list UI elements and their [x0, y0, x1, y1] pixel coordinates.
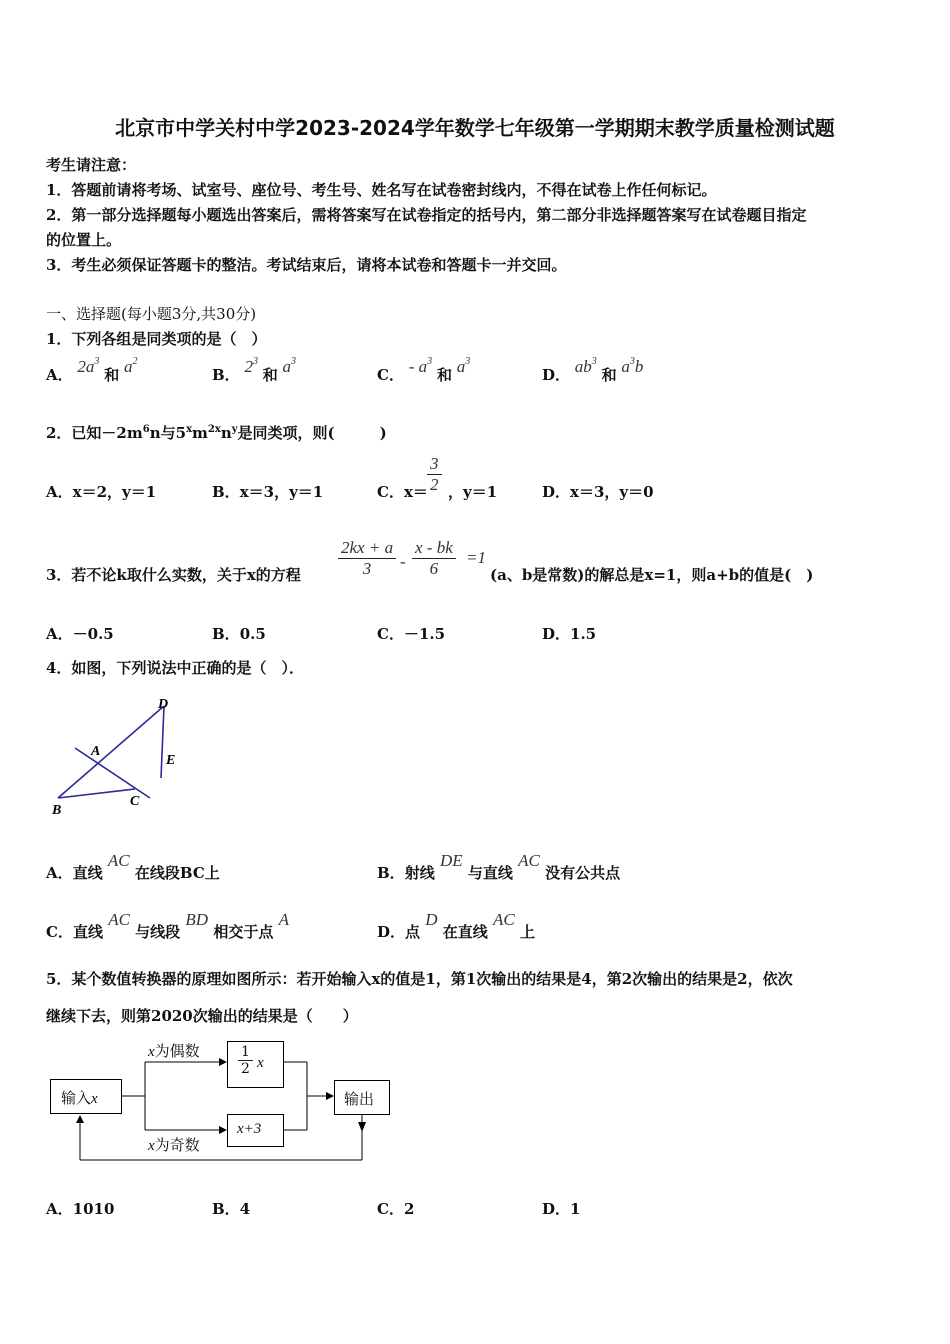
- option-text: 1010: [72, 1200, 115, 1218]
- q2-stem: [46, 422, 387, 443]
- option-text: 直线: [72, 864, 103, 882]
- q2-stem-part: m: [192, 424, 208, 442]
- option-text: 4: [239, 1200, 251, 1218]
- option-text: x＝3，y＝0: [570, 483, 654, 501]
- fraction-numerator: 1: [238, 1044, 253, 1061]
- flow-half-box: [227, 1041, 284, 1088]
- option-label: B．: [212, 366, 240, 384]
- math-expr: a: [124, 357, 133, 376]
- q4-stem: 4．如图，下列说法中正确的是（ ）．: [46, 659, 304, 677]
- line-de: [161, 706, 164, 778]
- option-text: 1: [570, 1200, 581, 1218]
- q2-c-tail: ，y＝1: [448, 483, 498, 501]
- option-text: 没有公共点: [545, 864, 621, 882]
- option-label: C．: [377, 366, 404, 384]
- and-word: 和: [436, 366, 452, 384]
- point-label-c: C: [130, 794, 140, 809]
- math-expr: a: [621, 357, 630, 376]
- math-expr: AC: [107, 851, 130, 870]
- math-expr: ab: [574, 357, 592, 376]
- q2-c-fraction: [427, 454, 442, 495]
- math-expr: BD: [185, 910, 209, 929]
- q2-stem-part: 2．已知－2m: [46, 424, 143, 442]
- option-label: A．: [46, 864, 73, 882]
- math-exp: 3: [94, 356, 100, 367]
- option-text: 直线: [72, 923, 103, 941]
- option-label: A．: [46, 366, 73, 384]
- q1-option-a: [46, 356, 138, 385]
- flow-input-box: [50, 1079, 122, 1114]
- and-word: 和: [104, 366, 120, 384]
- option-label: B．: [212, 625, 240, 643]
- notice-heading: 考生请注意：: [46, 156, 137, 174]
- q1-option-d: [542, 356, 644, 385]
- q3-stem-post: (a、b是常数)的解总是x=1，则a+b的值是( ): [490, 566, 814, 584]
- option-label: A．: [46, 483, 73, 501]
- option-text: 与线段: [135, 923, 181, 941]
- option-text: －1.5: [403, 625, 446, 643]
- page-title: 北京市中学关村中学2023-2024学年数学七年级第一学期期末教学质量检测试题: [115, 116, 835, 140]
- q1-stem: 1．下列各组是同类项的是（ ）: [46, 330, 267, 348]
- q5-option-b: [212, 1198, 250, 1219]
- q2-stem-sup: 2x: [207, 424, 221, 435]
- fraction-denominator: 3: [362, 559, 372, 578]
- q5-line-1: 5．某个数值转换器的原理如图所示：若开始输入x的值是1，第1次输出的结果是4，第2次输出的结果是2，依次: [46, 970, 793, 988]
- math-exp: 3: [427, 356, 433, 367]
- flow-output-text: 输出: [344, 1090, 375, 1108]
- math-expr: - a: [408, 357, 428, 376]
- notice-line-2: 2．第一部分选择题每小题选出答案后，需将答案写在试卷指定的括号内，第二部分非选择题答案写在试卷题目指定: [46, 206, 807, 224]
- math-expr: 2a: [77, 357, 95, 376]
- math-expr: 2: [244, 357, 253, 376]
- option-text: 点: [405, 923, 421, 941]
- notice-line-4: 3．考生必须保证答题卡的整洁。考试结束后，请将本试卷和答题卡一并交回。: [46, 256, 567, 274]
- q2-stem-sup: y: [231, 424, 238, 435]
- flow-output-box: [334, 1080, 390, 1115]
- and-word: 和: [601, 366, 617, 384]
- math-expr: AC: [493, 910, 515, 929]
- option-label: C．: [377, 483, 404, 501]
- option-label: C．: [46, 923, 73, 941]
- line-bd: [58, 706, 164, 798]
- point-label-d: D: [158, 697, 169, 712]
- q3-equals: =1: [466, 548, 486, 567]
- option-text: x＝2，y＝1: [72, 483, 157, 501]
- flow-plus3-text: x+3: [237, 1121, 262, 1137]
- flow-even-label: [148, 1040, 200, 1061]
- q5-option-a: [46, 1198, 114, 1219]
- and-word: 和: [262, 366, 278, 384]
- option-text: 与直线: [467, 864, 513, 882]
- q3-minus: -: [400, 552, 406, 571]
- q3-option-b: [212, 623, 266, 644]
- q2-stem-part: n与5: [149, 424, 187, 442]
- fraction-numerator: 3: [427, 454, 442, 475]
- option-text: 射线: [404, 864, 435, 882]
- option-text: 在直线: [442, 923, 488, 941]
- q3-fraction-2: [412, 538, 456, 579]
- flow-half-var: x: [257, 1055, 264, 1071]
- flow-half-fraction: [238, 1044, 253, 1077]
- math-expr: a: [282, 357, 292, 376]
- q2-stem-part: 是同类项，则( ): [237, 424, 387, 442]
- flow-input-var: x: [91, 1091, 98, 1107]
- option-label: D．: [377, 923, 406, 941]
- option-label: B．: [377, 864, 405, 882]
- option-text: －0.5: [72, 625, 114, 643]
- flow-even-var: x: [148, 1044, 155, 1060]
- math-expr: AC: [108, 910, 130, 929]
- fraction-denominator: 2: [430, 475, 439, 494]
- fraction-numerator: x - bk: [412, 538, 456, 559]
- flow-odd-text: 为奇数: [154, 1136, 200, 1154]
- q5-line-2: 继续下去，则第2020次输出的结果是（ ）: [46, 1007, 358, 1025]
- fraction-denominator: 6: [429, 559, 439, 578]
- math-exp: 3: [252, 356, 258, 367]
- flow-plus3-box: [227, 1114, 284, 1147]
- math-exp: 3: [591, 356, 597, 367]
- point-label-a: A: [91, 744, 101, 759]
- flow-input-text: 输入: [61, 1089, 92, 1107]
- flow-odd-var: x: [148, 1138, 155, 1154]
- q3-option-a: [46, 623, 114, 644]
- math-expr: A: [278, 910, 289, 929]
- option-text: x＝3，y＝1: [239, 483, 324, 501]
- fraction-denominator: 2: [241, 1061, 250, 1077]
- notice-line-3: 的位置上。: [46, 231, 122, 249]
- q3-option-d: [542, 623, 596, 644]
- math-expr: b: [634, 357, 644, 376]
- q2-option-b: [212, 481, 323, 502]
- option-label: A．: [46, 625, 73, 643]
- q5-option-d: [542, 1198, 580, 1219]
- point-label-b: B: [52, 803, 62, 818]
- option-text: 0.5: [239, 625, 266, 643]
- math-exp: 2: [132, 356, 138, 367]
- q1-option-c: [377, 356, 471, 385]
- option-label: C．: [377, 1200, 404, 1218]
- q3-stem-pre: 3．若不论k取什么实数，关于x的方程: [46, 566, 301, 584]
- q4-geometry-figure: [40, 690, 200, 820]
- notice-line-1: 1．答题前请将考场、试室号、座位号、考生号、姓名写在试卷密封线内，不得在试卷上作任何标记。: [46, 181, 717, 199]
- q4-option-a: [46, 851, 220, 883]
- math-exp: 3: [291, 356, 297, 367]
- option-label: D．: [542, 1200, 571, 1218]
- option-label: B．: [212, 483, 240, 501]
- fraction-numerator: 2kx + a: [338, 538, 396, 559]
- q2-option-d: [542, 481, 654, 502]
- q5-option-c: [377, 1198, 414, 1219]
- q2-stem-part: n: [220, 424, 232, 442]
- option-text: 2: [403, 1200, 415, 1218]
- q2-option-c: [377, 481, 428, 502]
- flow-even-text: 为偶数: [154, 1042, 200, 1060]
- math-expr: AC: [518, 851, 540, 870]
- math-exp: 3: [629, 356, 635, 367]
- math-expr: D: [425, 910, 438, 929]
- flow-loop-arrowhead: [358, 1122, 366, 1132]
- q1-option-b: [212, 356, 297, 385]
- math-expr: a: [456, 357, 466, 376]
- flow-input-label: [61, 1087, 98, 1108]
- q2-option-a: [46, 481, 156, 502]
- math-expr: DE: [439, 851, 463, 870]
- q2-stem-sup: 6: [142, 424, 150, 435]
- q2-stem-sup: x: [186, 424, 193, 435]
- option-label: D．: [542, 366, 571, 384]
- option-label: B．: [212, 1200, 240, 1218]
- option-label: D．: [542, 625, 571, 643]
- q3-option-c: [377, 623, 445, 644]
- option-text: 1.5: [570, 625, 597, 643]
- q4-option-d: [377, 910, 536, 942]
- q4-option-c: [46, 910, 289, 942]
- option-label: C．: [377, 625, 404, 643]
- flow-odd-label: [148, 1134, 200, 1155]
- q3-fraction-1: [338, 538, 396, 579]
- option-label: D．: [542, 483, 571, 501]
- option-text: 在线段BC上: [134, 864, 220, 882]
- option-text: x＝: [403, 483, 428, 501]
- point-label-e: E: [166, 753, 176, 768]
- math-exp: 3: [465, 356, 471, 367]
- line-bc: [58, 789, 135, 798]
- q4-option-b: [377, 851, 621, 883]
- option-text: 上: [520, 923, 536, 941]
- option-label: A．: [46, 1200, 73, 1218]
- section-heading: 一、选择题(每小题3分,共30分): [46, 305, 257, 323]
- option-text: 相交于点: [213, 923, 274, 941]
